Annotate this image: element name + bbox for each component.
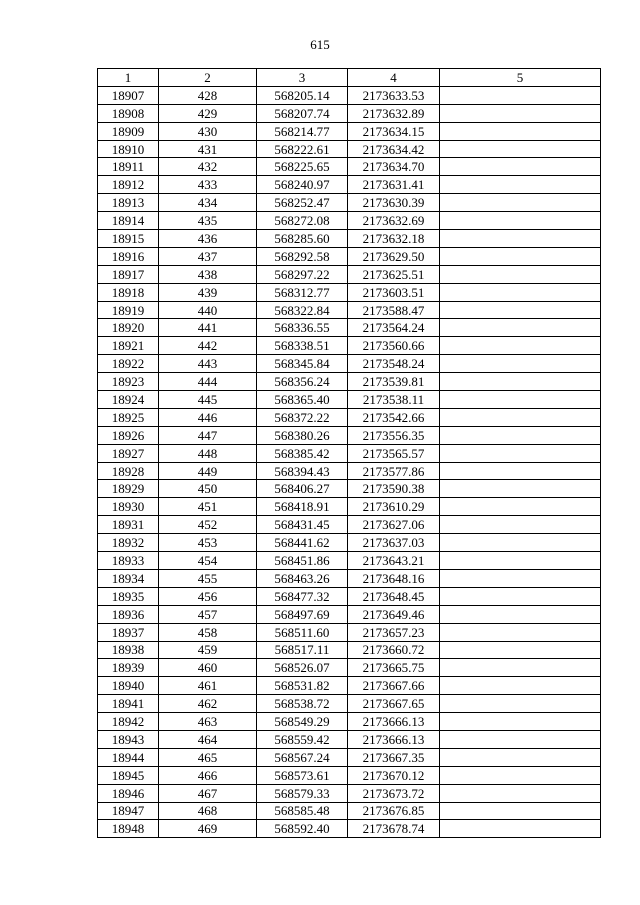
table-cell: 2173625.51 xyxy=(348,265,440,283)
table-cell: 18934 xyxy=(98,569,159,587)
table-cell: 18907 xyxy=(98,86,159,104)
table-cell: 2173564.24 xyxy=(348,319,440,337)
table-cell: 18917 xyxy=(98,265,159,283)
table-cell: 18943 xyxy=(98,730,159,748)
table-cell: 568292.58 xyxy=(257,247,348,265)
table-cell xyxy=(440,534,601,552)
table-row xyxy=(98,552,601,570)
table-cell: 18933 xyxy=(98,552,159,570)
table-cell: 2173632.89 xyxy=(348,104,440,122)
table-cell xyxy=(440,498,601,516)
table-row xyxy=(98,426,601,444)
table-cell: 568497.69 xyxy=(257,605,348,623)
table-row xyxy=(98,766,601,784)
table-cell: 2173649.46 xyxy=(348,605,440,623)
table-cell: 18932 xyxy=(98,534,159,552)
table-cell xyxy=(440,283,601,301)
table-cell: 18915 xyxy=(98,230,159,248)
table-row xyxy=(98,730,601,748)
table-row xyxy=(98,498,601,516)
table-cell xyxy=(440,104,601,122)
table-row xyxy=(98,176,601,194)
table-cell xyxy=(440,605,601,623)
table-row xyxy=(98,86,601,104)
table-cell: 2173577.86 xyxy=(348,462,440,480)
table-cell: 2173643.21 xyxy=(348,552,440,570)
table-cell: 568297.22 xyxy=(257,265,348,283)
table-row xyxy=(98,301,601,319)
table-cell: 2173665.75 xyxy=(348,659,440,677)
table-cell: 458 xyxy=(159,623,257,641)
table-cell xyxy=(440,677,601,695)
table-cell: 568573.61 xyxy=(257,766,348,784)
table-cell: 568538.72 xyxy=(257,695,348,713)
table-cell: 568559.42 xyxy=(257,730,348,748)
table-cell: 450 xyxy=(159,480,257,498)
table-cell: 18912 xyxy=(98,176,159,194)
table-cell: 18935 xyxy=(98,587,159,605)
table-cell: 2173667.65 xyxy=(348,695,440,713)
table-cell: 455 xyxy=(159,569,257,587)
table-cell: 18922 xyxy=(98,355,159,373)
table-cell xyxy=(440,748,601,766)
table-cell: 462 xyxy=(159,695,257,713)
table-cell: 436 xyxy=(159,230,257,248)
table-cell: 2173603.51 xyxy=(348,283,440,301)
table-cell xyxy=(440,784,601,802)
table-row xyxy=(98,194,601,212)
table-cell xyxy=(440,462,601,480)
table-cell xyxy=(440,659,601,677)
table-cell: 430 xyxy=(159,122,257,140)
table-cell: 568463.26 xyxy=(257,569,348,587)
table-cell: 446 xyxy=(159,408,257,426)
table-cell: 435 xyxy=(159,212,257,230)
table-cell: 2173538.11 xyxy=(348,391,440,409)
table-row xyxy=(98,695,601,713)
table-header-row xyxy=(98,69,601,87)
table-cell: 2173548.24 xyxy=(348,355,440,373)
table-cell: 568345.84 xyxy=(257,355,348,373)
table-cell: 445 xyxy=(159,391,257,409)
table-body xyxy=(98,86,601,837)
table-cell: 466 xyxy=(159,766,257,784)
table-cell: 465 xyxy=(159,748,257,766)
table-cell: 2173667.66 xyxy=(348,677,440,695)
table-cell xyxy=(440,820,601,838)
table-cell xyxy=(440,480,601,498)
table-cell: 18944 xyxy=(98,748,159,766)
table-cell: 568205.14 xyxy=(257,86,348,104)
table-row xyxy=(98,247,601,265)
table-row xyxy=(98,480,601,498)
table-row xyxy=(98,748,601,766)
table-cell xyxy=(440,766,601,784)
table-row xyxy=(98,319,601,337)
table-cell: 2173666.13 xyxy=(348,713,440,731)
table-cell: 2173648.45 xyxy=(348,587,440,605)
table-cell: 568356.24 xyxy=(257,373,348,391)
table-cell: 2173565.57 xyxy=(348,444,440,462)
table-cell: 18941 xyxy=(98,695,159,713)
table-cell: 568372.22 xyxy=(257,408,348,426)
table-row xyxy=(98,140,601,158)
table-row xyxy=(98,802,601,820)
table-cell: 459 xyxy=(159,641,257,659)
table-cell: 2173632.69 xyxy=(348,212,440,230)
table-cell: 18928 xyxy=(98,462,159,480)
table-cell: 448 xyxy=(159,444,257,462)
table-cell xyxy=(440,301,601,319)
table-cell: 568272.08 xyxy=(257,212,348,230)
table-row xyxy=(98,713,601,731)
coordinates-table xyxy=(97,68,601,838)
table-cell: 460 xyxy=(159,659,257,677)
table-cell: 18919 xyxy=(98,301,159,319)
table-cell: 443 xyxy=(159,355,257,373)
table-cell: 18946 xyxy=(98,784,159,802)
table-cell: 568579.33 xyxy=(257,784,348,802)
table-cell: 469 xyxy=(159,820,257,838)
table-cell xyxy=(440,230,601,248)
table-cell: 18914 xyxy=(98,212,159,230)
table-cell: 568252.47 xyxy=(257,194,348,212)
table-cell: 2173630.39 xyxy=(348,194,440,212)
table-cell: 461 xyxy=(159,677,257,695)
table-row xyxy=(98,784,601,802)
table-cell: 2173631.41 xyxy=(348,176,440,194)
table-cell: 568338.51 xyxy=(257,337,348,355)
table-cell: 2173667.35 xyxy=(348,748,440,766)
table-cell: 2173627.06 xyxy=(348,516,440,534)
table-cell: 568567.24 xyxy=(257,748,348,766)
table-row xyxy=(98,122,601,140)
table-cell: 451 xyxy=(159,498,257,516)
table-cell: 454 xyxy=(159,552,257,570)
table-cell xyxy=(440,373,601,391)
table-cell: 18916 xyxy=(98,247,159,265)
table-cell: 434 xyxy=(159,194,257,212)
table-cell xyxy=(440,140,601,158)
page-number: 615 xyxy=(310,37,330,52)
table-cell: 18923 xyxy=(98,373,159,391)
table-cell: 18942 xyxy=(98,713,159,731)
table-cell: 18911 xyxy=(98,158,159,176)
table-cell: 463 xyxy=(159,713,257,731)
table-row xyxy=(98,283,601,301)
table-cell: 568222.61 xyxy=(257,140,348,158)
table-cell: 18927 xyxy=(98,444,159,462)
table-cell xyxy=(440,802,601,820)
table-cell: 2173670.12 xyxy=(348,766,440,784)
table-cell: 2173666.13 xyxy=(348,730,440,748)
table-cell xyxy=(440,194,601,212)
table-cell: 428 xyxy=(159,86,257,104)
table-row xyxy=(98,408,601,426)
table-cell xyxy=(440,176,601,194)
table-cell: 18948 xyxy=(98,820,159,838)
table-row xyxy=(98,623,601,641)
table-cell: 444 xyxy=(159,373,257,391)
table-cell: 568592.40 xyxy=(257,820,348,838)
table-row xyxy=(98,212,601,230)
table-cell: 447 xyxy=(159,426,257,444)
table-cell xyxy=(440,337,601,355)
table-cell: 18929 xyxy=(98,480,159,498)
table-cell: 2173648.16 xyxy=(348,569,440,587)
table-cell: 2173629.50 xyxy=(348,247,440,265)
table-cell xyxy=(440,265,601,283)
table-cell xyxy=(440,391,601,409)
table-cell: 568207.74 xyxy=(257,104,348,122)
table-cell: 568406.27 xyxy=(257,480,348,498)
table-row xyxy=(98,605,601,623)
table-cell: 18931 xyxy=(98,516,159,534)
table-cell: 18936 xyxy=(98,605,159,623)
table-row xyxy=(98,158,601,176)
table-cell: 18918 xyxy=(98,283,159,301)
table-cell xyxy=(440,623,601,641)
table-cell xyxy=(440,587,601,605)
table-cell: 2173560.66 xyxy=(348,337,440,355)
table-cell xyxy=(440,713,601,731)
table-cell xyxy=(440,730,601,748)
column-header: 4 xyxy=(348,69,440,87)
table-cell: 568418.91 xyxy=(257,498,348,516)
table-cell: 457 xyxy=(159,605,257,623)
table-cell xyxy=(440,212,601,230)
table-cell: 449 xyxy=(159,462,257,480)
table-cell: 18909 xyxy=(98,122,159,140)
table-cell: 18908 xyxy=(98,104,159,122)
table-cell: 18924 xyxy=(98,391,159,409)
column-header: 3 xyxy=(257,69,348,87)
table-cell xyxy=(440,569,601,587)
column-header: 5 xyxy=(440,69,601,87)
table-cell: 2173588.47 xyxy=(348,301,440,319)
table-row xyxy=(98,337,601,355)
table-cell: 568365.40 xyxy=(257,391,348,409)
table-cell: 431 xyxy=(159,140,257,158)
table-row xyxy=(98,104,601,122)
table-cell: 568225.65 xyxy=(257,158,348,176)
table-cell: 568336.55 xyxy=(257,319,348,337)
table-cell: 18920 xyxy=(98,319,159,337)
table-row xyxy=(98,391,601,409)
table-cell: 18913 xyxy=(98,194,159,212)
table-cell xyxy=(440,86,601,104)
table-cell: 568441.62 xyxy=(257,534,348,552)
table-row xyxy=(98,820,601,838)
table-cell: 2173678.74 xyxy=(348,820,440,838)
table-cell: 2173660.72 xyxy=(348,641,440,659)
column-header: 2 xyxy=(159,69,257,87)
table-cell: 568477.32 xyxy=(257,587,348,605)
table-cell: 568312.77 xyxy=(257,283,348,301)
table-cell: 2173539.81 xyxy=(348,373,440,391)
table-cell: 2173673.72 xyxy=(348,784,440,802)
table-cell: 18925 xyxy=(98,408,159,426)
table-cell xyxy=(440,122,601,140)
table-cell: 433 xyxy=(159,176,257,194)
table-cell: 568585.48 xyxy=(257,802,348,820)
table-row xyxy=(98,534,601,552)
table-cell: 568511.60 xyxy=(257,623,348,641)
table-cell: 432 xyxy=(159,158,257,176)
table-cell: 2173633.53 xyxy=(348,86,440,104)
table-cell: 452 xyxy=(159,516,257,534)
table-cell: 441 xyxy=(159,319,257,337)
table-cell xyxy=(440,319,601,337)
table-cell: 442 xyxy=(159,337,257,355)
table-cell: 568214.77 xyxy=(257,122,348,140)
table-cell xyxy=(440,408,601,426)
table-cell: 18926 xyxy=(98,426,159,444)
table-cell: 568322.84 xyxy=(257,301,348,319)
table-cell: 18910 xyxy=(98,140,159,158)
table-cell: 18939 xyxy=(98,659,159,677)
table-cell: 2173634.15 xyxy=(348,122,440,140)
table-cell: 2173637.03 xyxy=(348,534,440,552)
table-cell: 2173556.35 xyxy=(348,426,440,444)
table-cell: 568240.97 xyxy=(257,176,348,194)
table-cell xyxy=(440,695,601,713)
table-cell xyxy=(440,355,601,373)
table-cell: 18938 xyxy=(98,641,159,659)
table-row xyxy=(98,677,601,695)
table-cell: 568526.07 xyxy=(257,659,348,677)
table-cell xyxy=(440,158,601,176)
table-cell: 18940 xyxy=(98,677,159,695)
table-row xyxy=(98,265,601,283)
table-cell xyxy=(440,426,601,444)
table-cell: 440 xyxy=(159,301,257,319)
table-cell: 2173676.85 xyxy=(348,802,440,820)
table-cell: 437 xyxy=(159,247,257,265)
table-row xyxy=(98,462,601,480)
table-cell: 18930 xyxy=(98,498,159,516)
table-cell: 18945 xyxy=(98,766,159,784)
table-cell: 568285.60 xyxy=(257,230,348,248)
table-cell: 568517.11 xyxy=(257,641,348,659)
table-cell xyxy=(440,516,601,534)
table-cell: 464 xyxy=(159,730,257,748)
table-cell: 568549.29 xyxy=(257,713,348,731)
table-cell: 429 xyxy=(159,104,257,122)
table-row xyxy=(98,659,601,677)
table-cell: 568394.43 xyxy=(257,462,348,480)
table-row xyxy=(98,355,601,373)
table-cell: 467 xyxy=(159,784,257,802)
table-cell xyxy=(440,641,601,659)
table-cell: 568380.26 xyxy=(257,426,348,444)
table-cell: 456 xyxy=(159,587,257,605)
table-cell: 2173632.18 xyxy=(348,230,440,248)
table-cell: 568385.42 xyxy=(257,444,348,462)
table-cell: 468 xyxy=(159,802,257,820)
table-cell: 18921 xyxy=(98,337,159,355)
table-cell xyxy=(440,552,601,570)
table-row xyxy=(98,587,601,605)
table-cell xyxy=(440,444,601,462)
table-row xyxy=(98,569,601,587)
table-cell: 568451.86 xyxy=(257,552,348,570)
table-cell: 2173634.42 xyxy=(348,140,440,158)
table-cell: 2173610.29 xyxy=(348,498,440,516)
table-row xyxy=(98,230,601,248)
table-cell: 18947 xyxy=(98,802,159,820)
table-row xyxy=(98,373,601,391)
table-cell: 438 xyxy=(159,265,257,283)
table-cell: 2173634.70 xyxy=(348,158,440,176)
table-cell: 18937 xyxy=(98,623,159,641)
table-cell: 2173657.23 xyxy=(348,623,440,641)
table-row xyxy=(98,444,601,462)
table-cell: 453 xyxy=(159,534,257,552)
table-cell: 568431.45 xyxy=(257,516,348,534)
table-cell: 439 xyxy=(159,283,257,301)
table-cell: 2173590.38 xyxy=(348,480,440,498)
table-cell: 568531.82 xyxy=(257,677,348,695)
table-cell: 2173542.66 xyxy=(348,408,440,426)
table-row xyxy=(98,641,601,659)
table-row xyxy=(98,516,601,534)
table-cell xyxy=(440,247,601,265)
column-header: 1 xyxy=(98,69,159,87)
